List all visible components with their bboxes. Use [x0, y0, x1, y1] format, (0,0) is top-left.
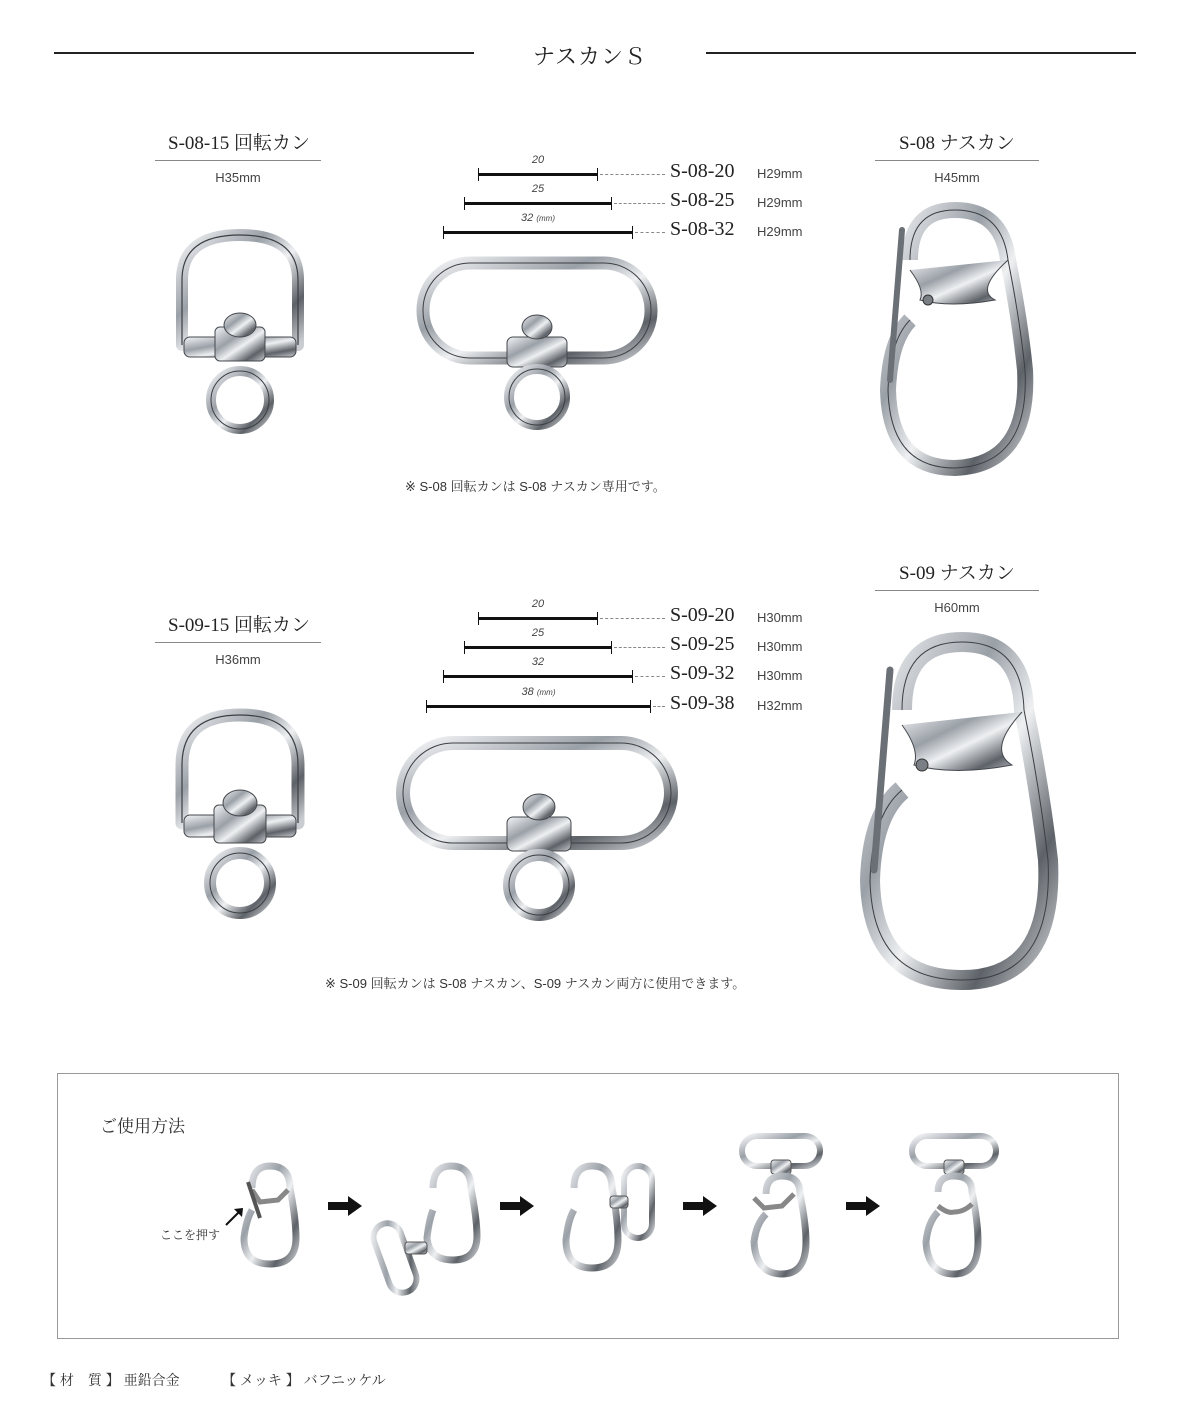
swivel-09-wide-image [395, 735, 680, 925]
size-width-label: 20 [531, 598, 545, 610]
hook-09-height: H60mm [934, 600, 980, 615]
swivel-09-height: H36mm [215, 652, 261, 667]
leader-line [635, 676, 665, 677]
hook-09-title-rule [875, 590, 1039, 591]
step-arrow-icon [328, 1196, 362, 1216]
usage-step-5-image [908, 1132, 1000, 1282]
size-width-label: 32 (mm) [521, 212, 555, 224]
size-code: S-09-38 [670, 692, 735, 714]
hook-09-image [862, 630, 1062, 990]
swivel-08-height: H35mm [215, 170, 261, 185]
size-height: H30mm [757, 668, 803, 683]
usage-title: ご使用方法 [100, 1117, 185, 1136]
swivel-09-title-rule [155, 642, 321, 643]
leader-line [600, 174, 665, 175]
swivel-09-image [170, 705, 310, 925]
header-rule-left [54, 52, 474, 54]
size-height: H29mm [757, 224, 803, 239]
swivel-08-title-rule [155, 160, 321, 161]
size-bar-08-32 [443, 231, 633, 234]
size-height: H29mm [757, 195, 803, 210]
leader-line [614, 203, 665, 204]
material-spec: 【 材 質 】 亜鉛合金 [42, 1372, 180, 1388]
size-code: S-08-25 [670, 189, 735, 211]
leader-line [635, 232, 665, 233]
hook-08-title-rule [875, 160, 1039, 161]
size-bar-09-38 [426, 705, 651, 708]
size-width-label: 25 [531, 627, 545, 639]
usage-step-4-image [738, 1132, 828, 1282]
size-code: S-08-20 [670, 160, 735, 182]
size-code: S-09-20 [670, 604, 735, 626]
leader-line [614, 647, 665, 648]
note-s08: ※ S-08 回転カンは S-08 ナスカン専用です。 [405, 479, 666, 494]
swivel-08-wide-image [415, 255, 660, 435]
header-rule-right [706, 52, 1136, 54]
step-arrow-icon [683, 1196, 717, 1216]
step-arrow-icon [846, 1196, 880, 1216]
usage-step-2-image [375, 1160, 485, 1300]
size-bar-09-20 [478, 617, 598, 620]
size-height: H30mm [757, 639, 803, 654]
hook-08-height: H45mm [934, 170, 980, 185]
page-title: ナスカンＳ [532, 44, 648, 69]
leader-line [653, 706, 665, 707]
hook-08-title: S-08 ナスカン [899, 133, 1015, 154]
size-code: S-08-32 [670, 218, 735, 240]
size-width-label: 38 (mm) [521, 686, 556, 698]
size-code: S-09-25 [670, 633, 735, 655]
push-here-label: ここを押す [160, 1228, 221, 1242]
hook-08-image [880, 200, 1030, 475]
size-height: H29mm [757, 166, 803, 181]
swivel-08-title: S-08-15 回転カン [168, 133, 310, 154]
usage-step-1-image [238, 1160, 300, 1270]
leader-line [600, 618, 665, 619]
swivel-09-title: S-09-15 回転カン [168, 615, 310, 636]
usage-step-3-image [560, 1160, 660, 1280]
size-bar-08-20 [478, 173, 598, 176]
size-width-label: 25 [531, 183, 545, 195]
size-code: S-09-32 [670, 662, 735, 684]
step-arrow-icon [500, 1196, 534, 1216]
plating-spec: 【 メッキ 】 バフニッケル [222, 1372, 386, 1388]
note-s09: ※ S-09 回転カンは S-08 ナスカン、S-09 ナスカン両方に使用できます。 [325, 976, 746, 991]
hook-09-title: S-09 ナスカン [899, 563, 1015, 584]
size-width-label: 32 [531, 656, 545, 668]
size-height: H32mm [757, 698, 803, 713]
size-bar-09-32 [443, 675, 633, 678]
size-width-label: 20 [531, 154, 545, 166]
swivel-08-image [170, 225, 310, 440]
size-bar-09-25 [464, 646, 612, 649]
size-height: H30mm [757, 610, 803, 625]
size-bar-08-25 [464, 202, 612, 205]
